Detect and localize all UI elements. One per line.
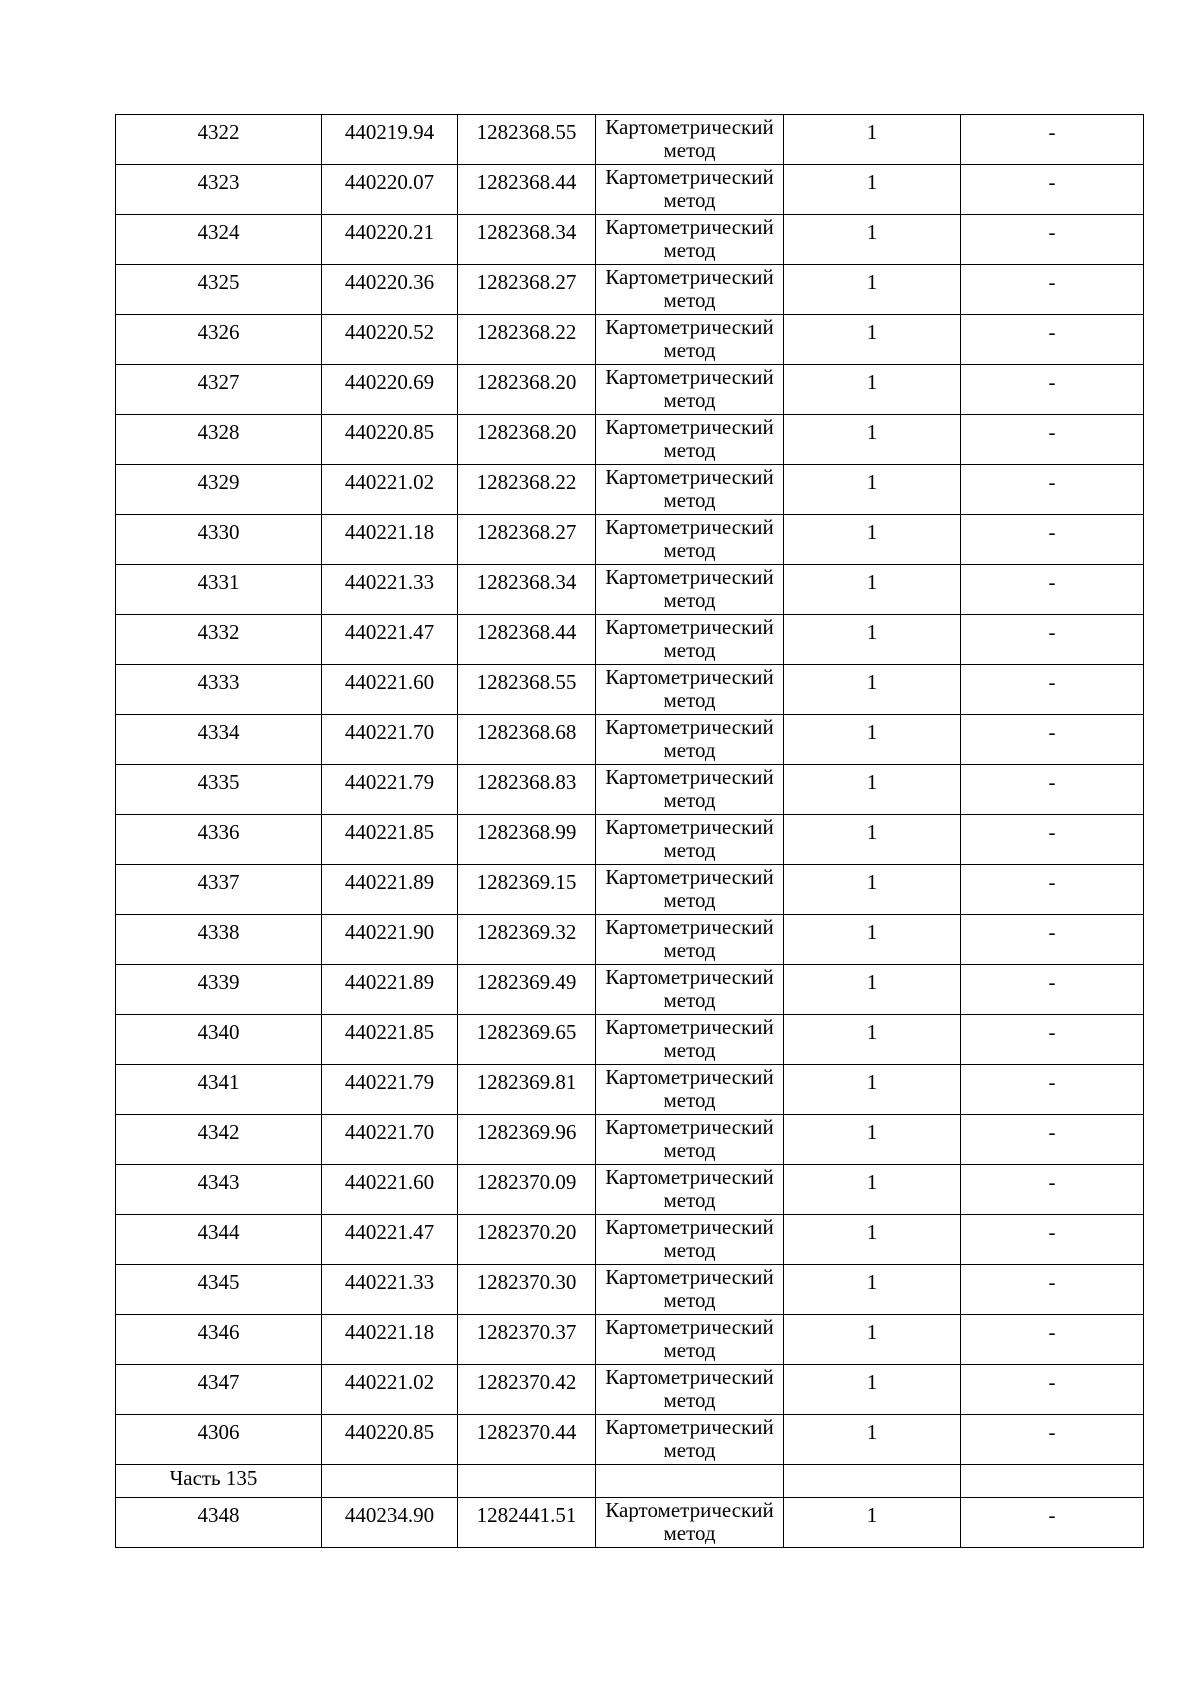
- method-cell: Картометрический метод: [596, 1065, 784, 1115]
- description-cell: -: [961, 315, 1144, 365]
- x-coordinate-cell: 440220.21: [322, 215, 458, 265]
- accuracy-cell: 1: [784, 865, 961, 915]
- accuracy-cell: 1: [784, 465, 961, 515]
- empty-cell: [458, 1465, 596, 1498]
- y-coordinate-cell: 1282370.42: [458, 1365, 596, 1415]
- point-number-cell: 4330: [116, 515, 322, 565]
- accuracy-cell: 1: [784, 315, 961, 365]
- description-cell: -: [961, 465, 1144, 515]
- y-coordinate-cell: 1282368.99: [458, 815, 596, 865]
- x-coordinate-cell: 440220.85: [322, 1415, 458, 1465]
- point-number-cell: 4342: [116, 1115, 322, 1165]
- description-cell: -: [961, 515, 1144, 565]
- accuracy-cell: 1: [784, 965, 961, 1015]
- method-cell: Картометрический метод: [596, 965, 784, 1015]
- x-coordinate-cell: 440221.18: [322, 515, 458, 565]
- point-number-cell: 4339: [116, 965, 322, 1015]
- empty-cell: [961, 1465, 1144, 1498]
- x-coordinate-cell: 440234.90: [322, 1498, 458, 1548]
- description-cell: -: [961, 115, 1144, 165]
- description-cell: -: [961, 815, 1144, 865]
- y-coordinate-cell: 1282368.22: [458, 315, 596, 365]
- method-cell: Картометрический метод: [596, 1415, 784, 1465]
- x-coordinate-cell: 440220.69: [322, 365, 458, 415]
- x-coordinate-cell: 440221.47: [322, 615, 458, 665]
- description-cell: -: [961, 915, 1144, 965]
- description-cell: -: [961, 365, 1144, 415]
- method-cell: Картометрический метод: [596, 665, 784, 715]
- y-coordinate-cell: 1282368.44: [458, 165, 596, 215]
- table-row: [116, 915, 1144, 965]
- y-coordinate-cell: 1282368.55: [458, 115, 596, 165]
- description-cell: -: [961, 965, 1144, 1015]
- method-cell: Картометрический метод: [596, 1015, 784, 1065]
- accuracy-cell: 1: [784, 815, 961, 865]
- accuracy-cell: 1: [784, 1498, 961, 1548]
- x-coordinate-cell: 440221.79: [322, 765, 458, 815]
- table-row: [116, 1265, 1144, 1315]
- accuracy-cell: 1: [784, 1015, 961, 1065]
- point-number-cell: 4338: [116, 915, 322, 965]
- accuracy-cell: 1: [784, 165, 961, 215]
- point-number-cell: 4335: [116, 765, 322, 815]
- description-cell: -: [961, 215, 1144, 265]
- point-number-cell: 4306: [116, 1415, 322, 1465]
- y-coordinate-cell: 1282441.51: [458, 1498, 596, 1548]
- method-cell: Картометрический метод: [596, 765, 784, 815]
- x-coordinate-cell: 440221.89: [322, 965, 458, 1015]
- point-number-cell: 4322: [116, 115, 322, 165]
- accuracy-cell: 1: [784, 115, 961, 165]
- y-coordinate-cell: 1282370.37: [458, 1315, 596, 1365]
- point-number-cell: 4328: [116, 415, 322, 465]
- table-row: [116, 815, 1144, 865]
- x-coordinate-cell: 440221.60: [322, 665, 458, 715]
- description-cell: -: [961, 1265, 1144, 1315]
- table-row: [116, 1365, 1144, 1415]
- method-cell: Картометрический метод: [596, 165, 784, 215]
- description-cell: -: [961, 1215, 1144, 1265]
- x-coordinate-cell: 440221.70: [322, 715, 458, 765]
- table-row: [116, 765, 1144, 815]
- accuracy-cell: 1: [784, 1215, 961, 1265]
- point-number-cell: 4324: [116, 215, 322, 265]
- x-coordinate-cell: 440220.85: [322, 415, 458, 465]
- x-coordinate-cell: 440221.33: [322, 565, 458, 615]
- table-row: [116, 415, 1144, 465]
- table-row: [116, 215, 1144, 265]
- accuracy-cell: 1: [784, 1315, 961, 1365]
- description-cell: -: [961, 1015, 1144, 1065]
- table-row: [116, 1065, 1144, 1115]
- y-coordinate-cell: 1282369.81: [458, 1065, 596, 1115]
- description-cell: -: [961, 1498, 1144, 1548]
- method-cell: Картометрический метод: [596, 365, 784, 415]
- table-row: [116, 965, 1144, 1015]
- table-row: [116, 365, 1144, 415]
- accuracy-cell: 1: [784, 1415, 961, 1465]
- point-number-cell: 4326: [116, 315, 322, 365]
- method-cell: Картометрический метод: [596, 115, 784, 165]
- table-row: [116, 1015, 1144, 1065]
- method-cell: Картометрический метод: [596, 715, 784, 765]
- table-row: [116, 115, 1144, 165]
- point-number-cell: 4333: [116, 665, 322, 715]
- description-cell: -: [961, 265, 1144, 315]
- point-number-cell: 4334: [116, 715, 322, 765]
- method-cell: Картометрический метод: [596, 615, 784, 665]
- accuracy-cell: 1: [784, 265, 961, 315]
- method-cell: Картометрический метод: [596, 1365, 784, 1415]
- table-row: [116, 1498, 1144, 1548]
- part-header-body: [116, 1465, 1144, 1498]
- table-row: [116, 565, 1144, 615]
- description-cell: -: [961, 415, 1144, 465]
- accuracy-cell: 1: [784, 1365, 961, 1415]
- y-coordinate-cell: 1282369.49: [458, 965, 596, 1015]
- part-header-row: [116, 1465, 1144, 1498]
- y-coordinate-cell: 1282368.68: [458, 715, 596, 765]
- method-cell: Картометрический метод: [596, 315, 784, 365]
- point-number-cell: 4345: [116, 1265, 322, 1315]
- part-label: Часть 135: [116, 1465, 322, 1498]
- method-cell: Картометрический метод: [596, 215, 784, 265]
- table-row: [116, 265, 1144, 315]
- table-row: [116, 715, 1144, 765]
- y-coordinate-cell: 1282369.15: [458, 865, 596, 915]
- point-number-cell: 4340: [116, 1015, 322, 1065]
- x-coordinate-cell: 440221.85: [322, 815, 458, 865]
- x-coordinate-cell: 440221.89: [322, 865, 458, 915]
- point-number-cell: 4346: [116, 1315, 322, 1365]
- method-cell: Картометрический метод: [596, 1215, 784, 1265]
- table-row: [116, 315, 1144, 365]
- y-coordinate-cell: 1282368.27: [458, 515, 596, 565]
- table-row: [116, 1315, 1144, 1365]
- point-number-cell: 4332: [116, 615, 322, 665]
- table-row: [116, 1115, 1144, 1165]
- table-row: [116, 1165, 1144, 1215]
- description-cell: -: [961, 665, 1144, 715]
- method-cell: Картометрический метод: [596, 815, 784, 865]
- y-coordinate-cell: 1282370.30: [458, 1265, 596, 1315]
- point-number-cell: 4336: [116, 815, 322, 865]
- description-cell: -: [961, 565, 1144, 615]
- y-coordinate-cell: 1282368.44: [458, 615, 596, 665]
- method-cell: Картометрический метод: [596, 1115, 784, 1165]
- accuracy-cell: 1: [784, 365, 961, 415]
- description-cell: -: [961, 865, 1144, 915]
- method-cell: Картометрический метод: [596, 415, 784, 465]
- method-cell: Картометрический метод: [596, 265, 784, 315]
- y-coordinate-cell: 1282369.65: [458, 1015, 596, 1065]
- x-coordinate-cell: 440221.33: [322, 1265, 458, 1315]
- description-cell: -: [961, 165, 1144, 215]
- point-number-cell: 4341: [116, 1065, 322, 1115]
- accuracy-cell: 1: [784, 765, 961, 815]
- table-row: [116, 1215, 1144, 1265]
- x-coordinate-cell: 440221.79: [322, 1065, 458, 1115]
- method-cell: Картометрический метод: [596, 565, 784, 615]
- y-coordinate-cell: 1282368.20: [458, 365, 596, 415]
- x-coordinate-cell: 440221.70: [322, 1115, 458, 1165]
- table-row: [116, 665, 1144, 715]
- y-coordinate-cell: 1282369.32: [458, 915, 596, 965]
- accuracy-cell: 1: [784, 515, 961, 565]
- y-coordinate-cell: 1282370.09: [458, 1165, 596, 1215]
- accuracy-cell: 1: [784, 615, 961, 665]
- x-coordinate-cell: 440221.02: [322, 465, 458, 515]
- table-row: [116, 165, 1144, 215]
- accuracy-cell: 1: [784, 215, 961, 265]
- x-coordinate-cell: 440219.94: [322, 115, 458, 165]
- method-cell: Картометрический метод: [596, 1498, 784, 1548]
- y-coordinate-cell: 1282368.55: [458, 665, 596, 715]
- x-coordinate-cell: 440221.85: [322, 1015, 458, 1065]
- empty-cell: [784, 1465, 961, 1498]
- method-cell: Картометрический метод: [596, 865, 784, 915]
- point-number-cell: 4323: [116, 165, 322, 215]
- method-cell: Картометрический метод: [596, 915, 784, 965]
- point-number-cell: 4325: [116, 265, 322, 315]
- point-number-cell: 4343: [116, 1165, 322, 1215]
- y-coordinate-cell: 1282368.27: [458, 265, 596, 315]
- table-row: [116, 615, 1144, 665]
- empty-cell: [322, 1465, 458, 1498]
- y-coordinate-cell: 1282368.83: [458, 765, 596, 815]
- table-row: [116, 515, 1144, 565]
- point-number-cell: 4347: [116, 1365, 322, 1415]
- accuracy-cell: 1: [784, 915, 961, 965]
- y-coordinate-cell: 1282370.20: [458, 1215, 596, 1265]
- method-cell: Картометрический метод: [596, 465, 784, 515]
- x-coordinate-cell: 440220.36: [322, 265, 458, 315]
- point-number-cell: 4329: [116, 465, 322, 515]
- point-number-cell: 4331: [116, 565, 322, 615]
- accuracy-cell: 1: [784, 1065, 961, 1115]
- accuracy-cell: 1: [784, 665, 961, 715]
- x-coordinate-cell: 440221.18: [322, 1315, 458, 1365]
- empty-cell: [596, 1465, 784, 1498]
- description-cell: -: [961, 715, 1144, 765]
- accuracy-cell: 1: [784, 1165, 961, 1215]
- description-cell: -: [961, 1165, 1144, 1215]
- accuracy-cell: 1: [784, 565, 961, 615]
- x-coordinate-cell: 440221.02: [322, 1365, 458, 1415]
- table-row: [116, 865, 1144, 915]
- point-number-cell: 4327: [116, 365, 322, 415]
- description-cell: -: [961, 1315, 1144, 1365]
- y-coordinate-cell: 1282370.44: [458, 1415, 596, 1465]
- point-number-cell: 4344: [116, 1215, 322, 1265]
- x-coordinate-cell: 440221.60: [322, 1165, 458, 1215]
- y-coordinate-cell: 1282368.20: [458, 415, 596, 465]
- method-cell: Картометрический метод: [596, 515, 784, 565]
- x-coordinate-cell: 440221.90: [322, 915, 458, 965]
- accuracy-cell: 1: [784, 1265, 961, 1315]
- y-coordinate-cell: 1282369.96: [458, 1115, 596, 1165]
- description-cell: -: [961, 1365, 1144, 1415]
- coordinates-table-body-part-a: [116, 115, 1144, 1465]
- point-number-cell: 4337: [116, 865, 322, 915]
- x-coordinate-cell: 440220.07: [322, 165, 458, 215]
- x-coordinate-cell: 440221.47: [322, 1215, 458, 1265]
- point-number-cell: 4348: [116, 1498, 322, 1548]
- method-cell: Картометрический метод: [596, 1315, 784, 1365]
- description-cell: -: [961, 1415, 1144, 1465]
- x-coordinate-cell: 440220.52: [322, 315, 458, 365]
- method-cell: Картометрический метод: [596, 1165, 784, 1215]
- y-coordinate-cell: 1282368.34: [458, 215, 596, 265]
- description-cell: -: [961, 615, 1144, 665]
- accuracy-cell: 1: [784, 715, 961, 765]
- accuracy-cell: 1: [784, 1115, 961, 1165]
- table-row: [116, 1415, 1144, 1465]
- table-row: [116, 465, 1144, 515]
- method-cell: Картометрический метод: [596, 1265, 784, 1315]
- coordinates-table-body-part-b: [116, 1498, 1144, 1548]
- y-coordinate-cell: 1282368.34: [458, 565, 596, 615]
- description-cell: -: [961, 1115, 1144, 1165]
- accuracy-cell: 1: [784, 415, 961, 465]
- coordinates-table: [115, 114, 1144, 1548]
- y-coordinate-cell: 1282368.22: [458, 465, 596, 515]
- description-cell: -: [961, 765, 1144, 815]
- description-cell: -: [961, 1065, 1144, 1115]
